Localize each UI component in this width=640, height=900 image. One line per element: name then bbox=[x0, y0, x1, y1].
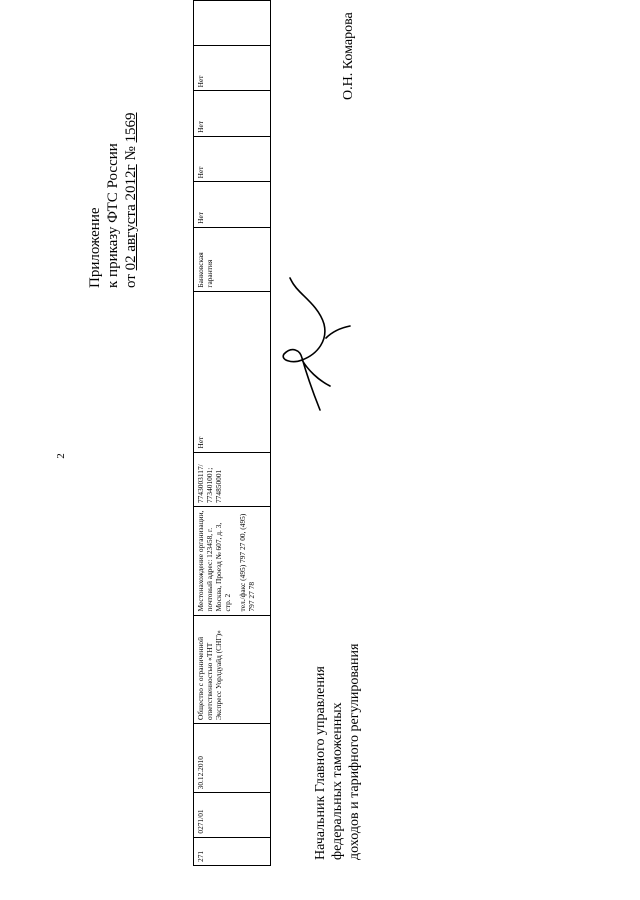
table-row bbox=[194, 1, 271, 866]
chief-title bbox=[312, 600, 363, 860]
handwritten-signature bbox=[262, 270, 372, 420]
cell-col10: Нет bbox=[194, 182, 271, 227]
cell-date: 30.12.2010 bbox=[194, 724, 271, 793]
registry-table bbox=[193, 0, 271, 866]
cell-inn-kpp: 7743003117/ 773401001; 774850001 bbox=[194, 452, 271, 507]
signer-name: О.Н. Комарова bbox=[341, 12, 356, 100]
page-number: 2 bbox=[55, 453, 67, 459]
appendix-date-line bbox=[122, 28, 140, 288]
cell-guarantee: Банковская гарантия bbox=[194, 227, 271, 291]
appendix-header bbox=[86, 28, 140, 288]
chief-line-3: доходов и тарифного регулирования bbox=[347, 643, 362, 860]
address-text: Местонахождение организации, почтовый адрес: 123458, г. Москва, Проезд № 607, д. 3, стр. 2 bbox=[196, 510, 232, 612]
date-prefix: от bbox=[123, 274, 139, 288]
order-date: 02 августа 2012г bbox=[123, 164, 139, 271]
cell-col11: Нет bbox=[194, 136, 271, 181]
chief-line-2: федеральных таможенных bbox=[330, 702, 345, 860]
cell-num: 271 bbox=[194, 837, 271, 865]
appendix-title: Приложение bbox=[87, 207, 103, 288]
appendix-order-line: к приказу ФТС России bbox=[105, 143, 121, 288]
order-number: 1569 bbox=[123, 112, 139, 143]
cell-col7: Нет bbox=[194, 291, 271, 452]
cell-col15 bbox=[194, 1, 271, 46]
cell-org-name: Общество с ограниченной ответственностью «ТНТ Экспресс Уорлдуайд (СНГ)» bbox=[194, 615, 271, 723]
cell-address bbox=[194, 507, 271, 616]
number-prefix: № bbox=[123, 146, 139, 161]
chief-line-1: Начальник Главного управления bbox=[313, 666, 328, 860]
cell-col12: Нет bbox=[194, 91, 271, 136]
phone-text: тел./факс (495) 797 27 00, (495) 797 27 78 bbox=[238, 513, 256, 612]
cell-col13: Нет bbox=[194, 45, 271, 90]
cell-reg-no: 0271/01 bbox=[194, 793, 271, 837]
